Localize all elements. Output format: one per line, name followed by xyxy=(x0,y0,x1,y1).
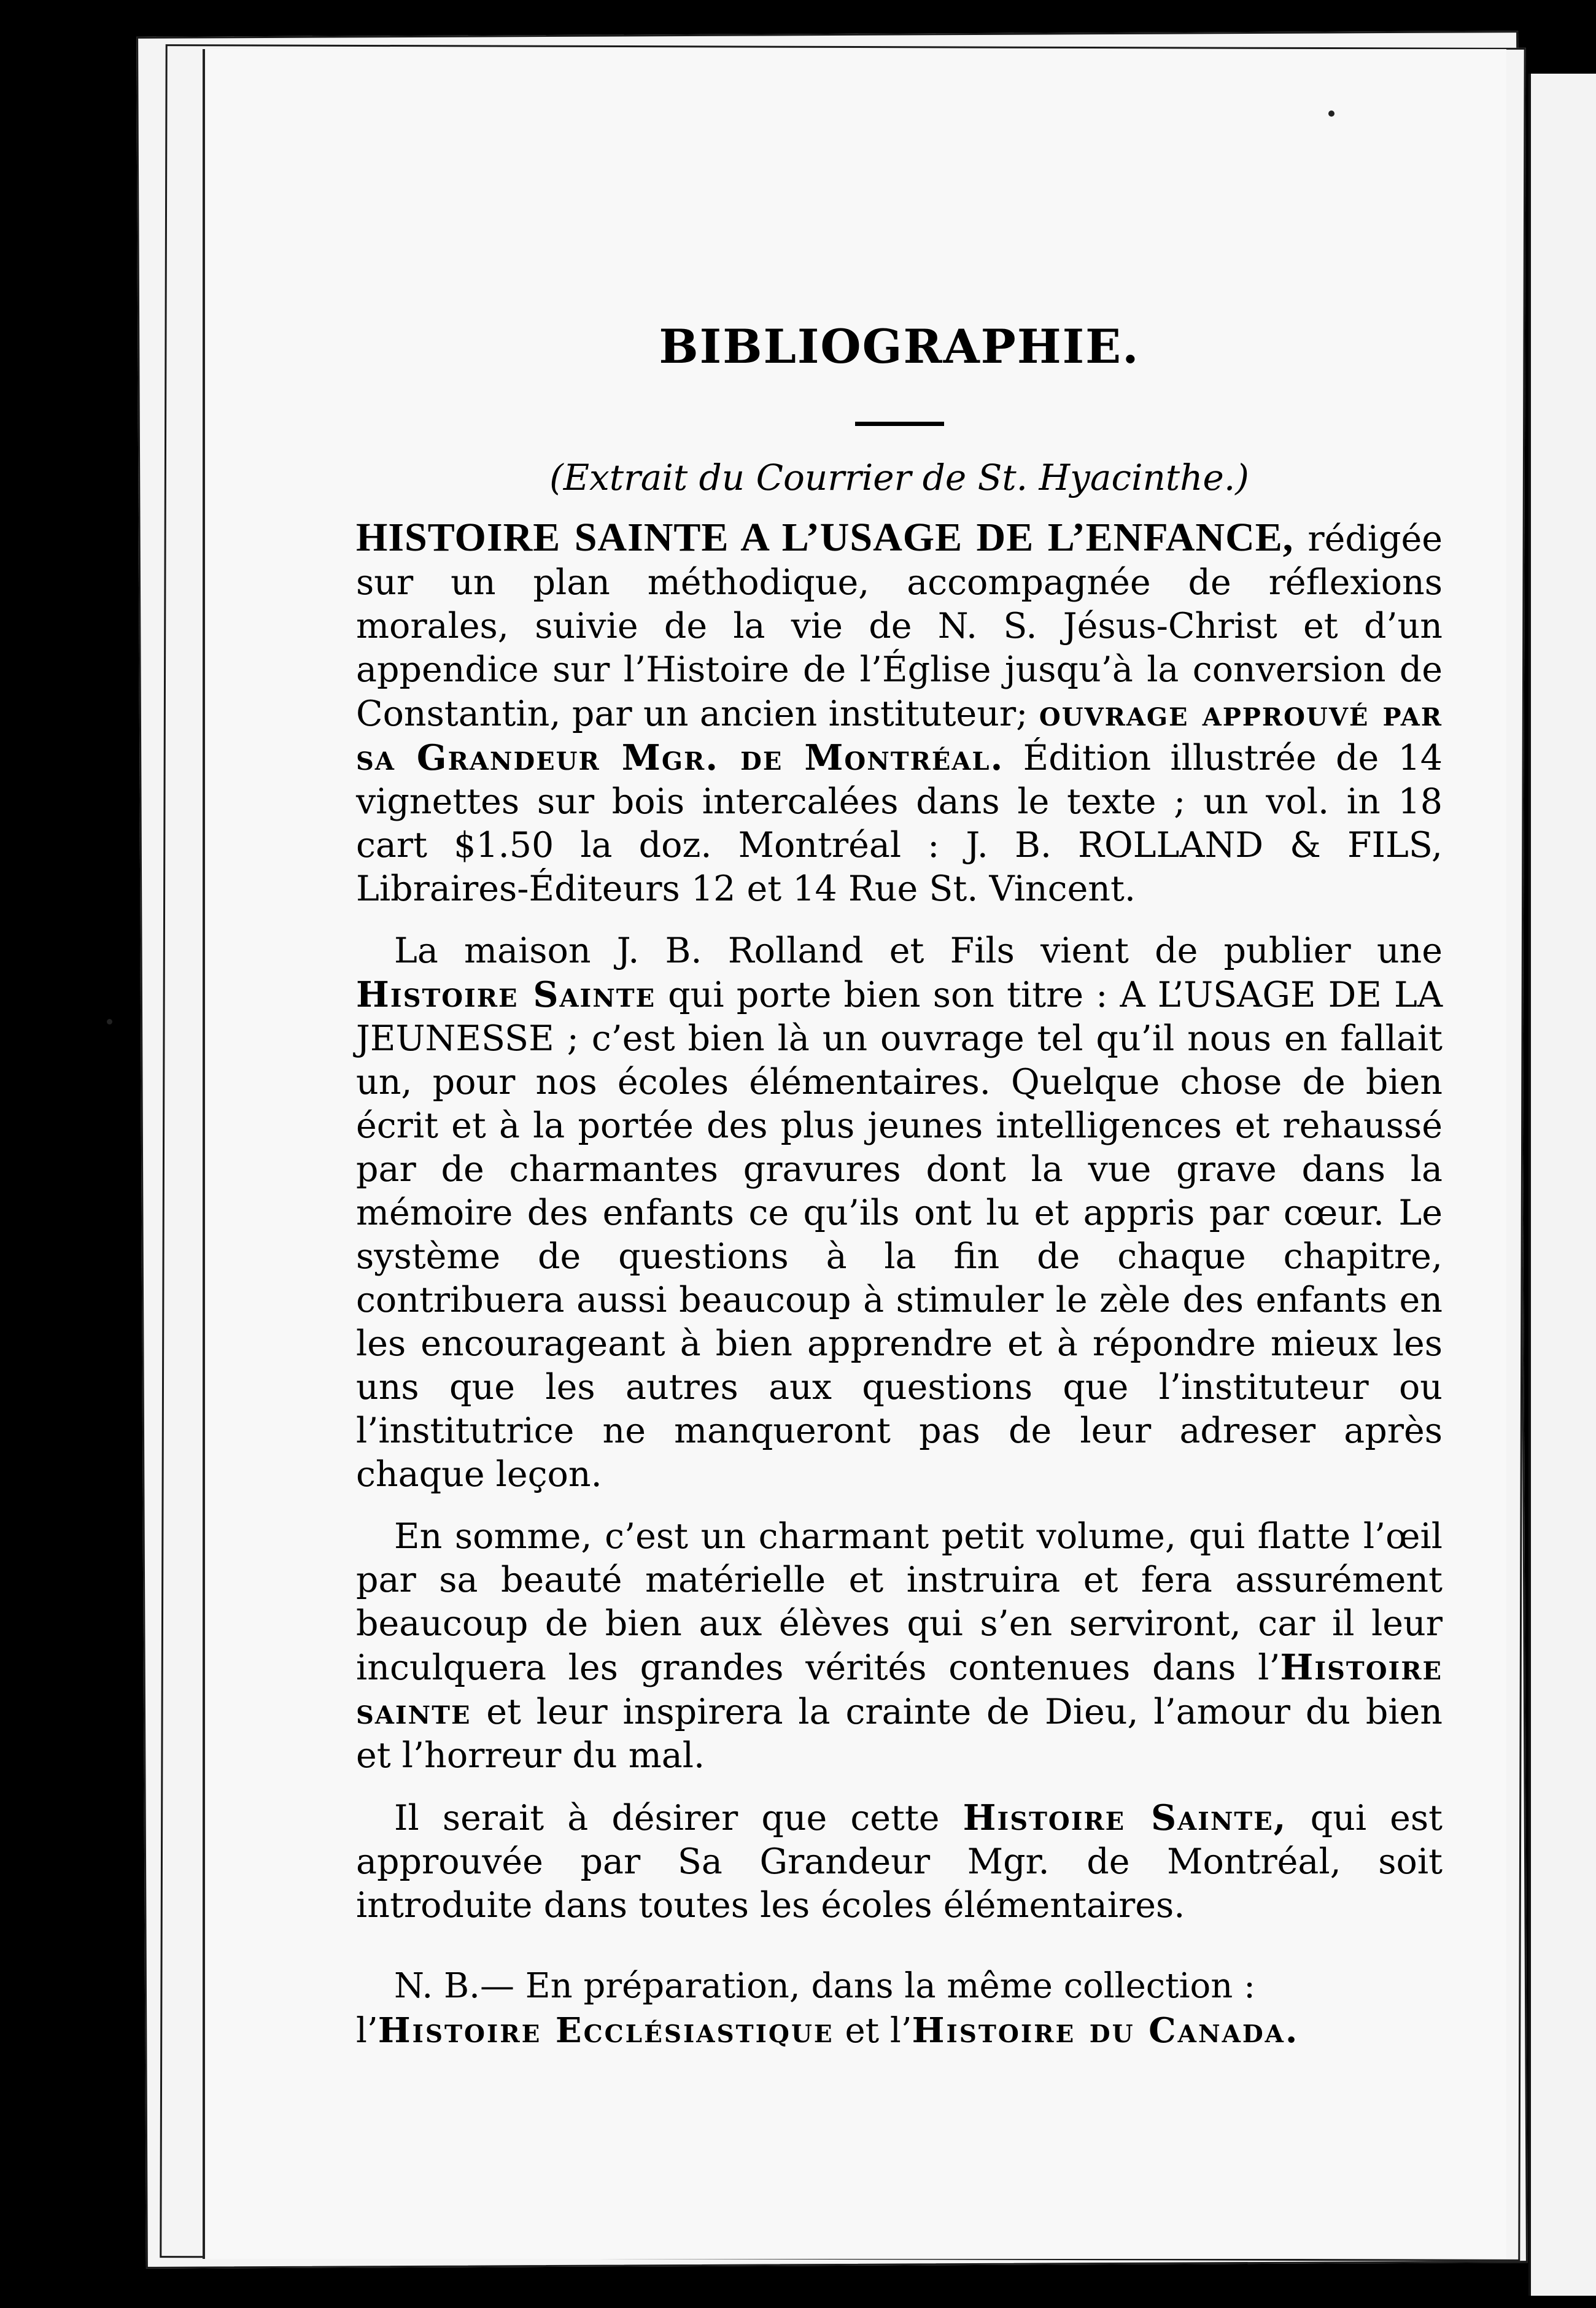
source-citation: (Extrait du Courrier de St. Hyacinthe.) xyxy=(549,457,1249,498)
note-lead: N. B.— En préparation, dans la même collection : xyxy=(394,1966,1255,2006)
title-rule xyxy=(855,422,944,426)
ink-speck xyxy=(107,1019,112,1024)
paragraph-emphasis: Histoire sainte xyxy=(356,1647,1443,1732)
paragraph-text: qui porte bien son titre : A L’USAGE DE LA JEUNESSE ; c’est bien là un ouvrage tel qu’il nous en fallait un, pour nos écoles élémentaires. Quelque chose de bien écrit et à la portée des plus jeunes intelligences et rehaussé par de charmantes gravures dont la vue grave dans la mémoire des enfants ce qu’ils ont lu et appris par cœur. Le système de questions à la fin de chaque chapitre, contribuera aussi beaucoup à stimuler le zèle des enfants en les encourageant à bien apprendre et à répondre mieux les uns que les autres aux questions que l’instituteur ou l’institutrice ne manqueront pas de leur adreser après chaque leçon. xyxy=(356,975,1443,1495)
review-paragraph xyxy=(356,929,1443,1497)
paragraph-emphasis: Histoire Sainte, xyxy=(963,1797,1287,1838)
book-approval: ouvrage approuvé par sa Grandeur Mgr. de Montréal. xyxy=(356,693,1443,778)
paragraph-text: qui est approuvée par Sa Grandeur Mgr. de Montréal, soit introduite dans toutes les écoles élémentaires. xyxy=(356,1798,1443,1926)
note-title: Histoire Ecclésiastique xyxy=(378,2010,834,2051)
book-details: Édition illustrée de 14 vignettes sur bois intercalées dans le texte ; un vol. in 18 cart $1.50 la doz. Montréal : J. B. ROLLAND & FILS, Libraires-Éditeurs 12 et 14 Rue St. Vincent. xyxy=(356,738,1443,909)
note-title: Histoire du Canada. xyxy=(912,2010,1300,2051)
bibliography-notice xyxy=(356,319,1443,2053)
facing-page-edge xyxy=(1528,74,1596,2296)
book-description: rédigée sur un plan méthodique, accompagnée de réflexions morales, suivie de la vie de N. S. Jésus-Christ et d’un appendice sur l’Histoire de l’Église jusqu’à la conversion de Constantin, par un ancien instituteur; xyxy=(356,519,1443,734)
paragraph-text: Il serait à désirer que cette xyxy=(394,1798,940,1838)
note-text: l’ xyxy=(356,2011,378,2051)
note-text: et l’ xyxy=(845,2011,912,2051)
paragraph-text: En somme, c’est un charmant petit volume, qui flatte l’œil par sa beauté matérielle et instruira et fera assurément beaucoup de bien aux élèves qui s’en serviront, car il leur inculquera les grandes vérités contenues dans l’ xyxy=(356,1516,1443,1688)
book-entry xyxy=(356,516,1443,911)
review-paragraph xyxy=(356,1796,1443,1927)
page-title: BIBLIOGRAPHIE. xyxy=(659,319,1140,374)
review-paragraph xyxy=(356,1515,1443,1778)
paragraph-emphasis: Histoire Sainte xyxy=(356,974,656,1015)
paragraph-text: La maison J. B. Rolland et Fils vient de publier une xyxy=(394,931,1443,971)
ink-speck xyxy=(1328,110,1335,117)
paragraph-text: et leur inspirera la crainte de Dieu, l’amour du bien et l’horreur du mal. xyxy=(356,1692,1443,1776)
book-title: HISTOIRE SAINTE A L’USAGE DE L’ENFANCE, xyxy=(356,515,1294,560)
nota-bene xyxy=(356,1964,1443,2053)
